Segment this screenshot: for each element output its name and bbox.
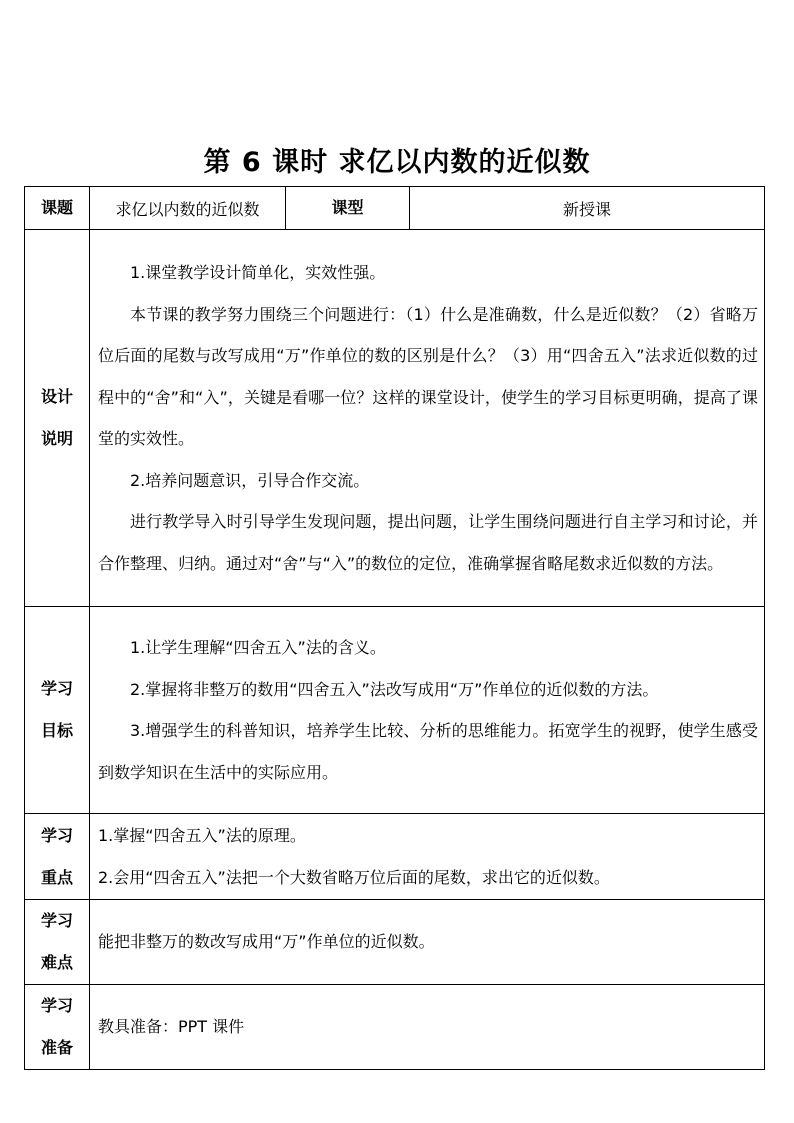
difficulties-content [90, 900, 765, 985]
goals-row [25, 607, 765, 814]
key-point-line: 1.掌握“四舍五入”法的原理。 [98, 826, 306, 845]
topic-row [25, 187, 765, 230]
goals-paragraph: 3.增强学生的科普知识，培养学生比较、分析的思维能力。拓宽学生的视野，使学生感受到数学知识在生活中的实际应用。 [98, 721, 758, 782]
design-label-line1: 设计 [40, 387, 73, 406]
key-points-label-line1: 学习 [40, 825, 73, 845]
preparation-content [90, 985, 765, 1070]
design-paragraph: 1.课堂教学设计简单化，实效性强。 [130, 263, 386, 282]
difficulties-text: 能把非整万的数改写成用“万”作单位的近似数。 [98, 932, 435, 952]
preparation-label-line1: 学习 [40, 996, 73, 1015]
preparation-label-line2: 准备 [40, 1038, 73, 1057]
key-points-label-line2: 重点 [40, 867, 73, 887]
topic-label: 课题 [25, 187, 90, 230]
difficulties-label-line1: 学习 [40, 911, 73, 930]
page-title: 第 6 课时 求亿以内数的近似数 [203, 147, 591, 178]
goals-label [25, 607, 90, 814]
design-row [25, 230, 765, 607]
difficulties-label-line2: 难点 [40, 953, 73, 972]
topic-value: 求亿以内数的近似数 [90, 187, 286, 230]
difficulties-label [25, 900, 90, 985]
key-point-line: 2.会用“四舍五入”法把一个大数省略万位后面的尾数，求出它的近似数。 [98, 867, 610, 887]
key-points-label [25, 814, 90, 900]
design-label-line2: 说明 [40, 429, 73, 448]
design-content [90, 230, 765, 607]
design-paragraph: 本节课的教学努力围绕三个问题进行：（1）什么是准确数，什么是近似数？（2）省略万位后面的尾数与改写成用“万”作单位的数的区别是什么？（3）用“四舍五入”法求近似数的过程中的“舍”和“入”，关键是看哪一位？这样的课堂设计，使学生的学习目标更明确，提高了课堂的实效性。 [98, 304, 758, 448]
preparation-text: 教具准备：PPT 课件 [98, 1017, 245, 1037]
lesson-plan-table [24, 186, 765, 1070]
preparation-row [25, 985, 765, 1070]
difficulties-row [25, 900, 765, 985]
type-label: 课型 [286, 187, 410, 230]
goals-paragraph: 2.掌握将非整万的数用“四舍五入”法改写成用“万”作单位的近似数的方法。 [130, 679, 659, 699]
design-paragraph: 进行教学导入时引导学生发现问题，提出问题，让学生围绕问题进行自主学习和讨论，并合作整理、归纳。通过对“舍”与“入”的数位的定位，准确掌握省略尾数求近似数的方法。 [98, 512, 758, 573]
goals-paragraph: 1.让学生理解“四舍五入”法的含义。 [130, 638, 386, 657]
key-points-row [25, 814, 765, 900]
design-label [25, 230, 90, 607]
design-paragraph: 2.培养问题意识，引导合作交流。 [130, 470, 370, 490]
goals-content [90, 607, 765, 814]
preparation-label [25, 985, 90, 1070]
goals-label-line2: 目标 [40, 721, 73, 740]
key-points-content [90, 814, 765, 900]
goals-label-line1: 学习 [40, 679, 73, 698]
type-value: 新授课 [410, 187, 765, 230]
